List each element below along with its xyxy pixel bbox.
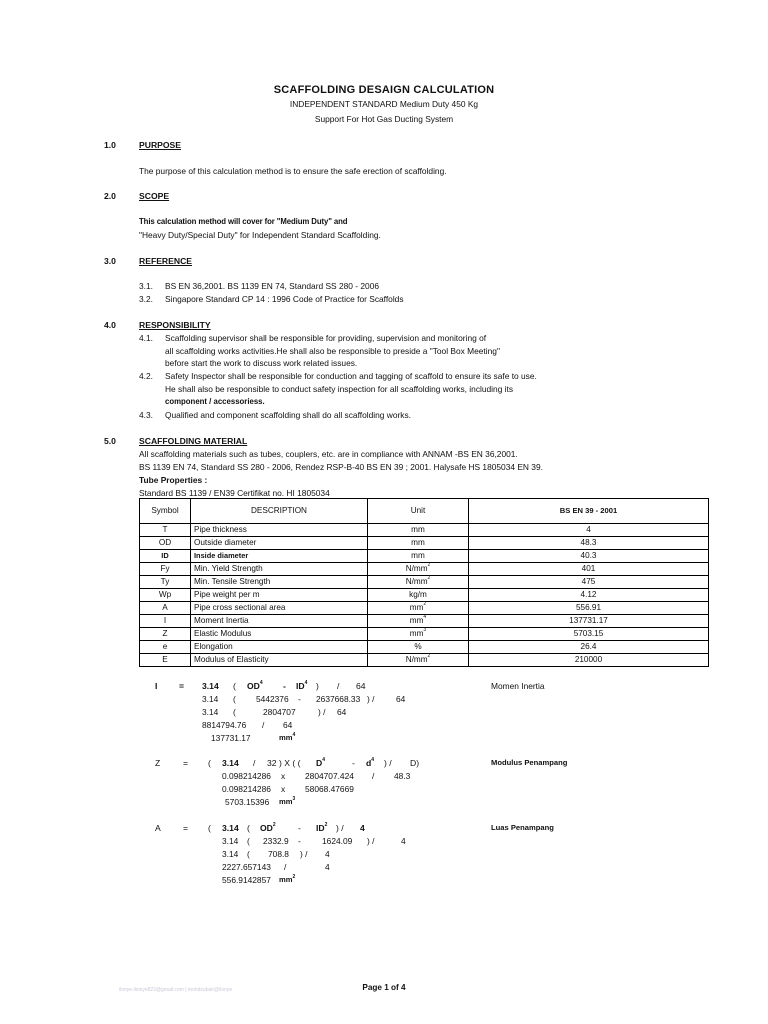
material-text: Standard BS 1139 / EN39 Certifikat no. HI 1805034 xyxy=(139,488,330,498)
table-cell-symbol: OD xyxy=(140,537,191,550)
section-number: 4.0 xyxy=(104,320,116,330)
section-heading-responsibility: RESPONSIBILITY xyxy=(139,320,211,330)
table-header-cell: BS EN 39 - 2001 xyxy=(469,499,709,524)
table-row xyxy=(140,576,709,589)
calc-term: ( xyxy=(233,681,236,691)
table-cell-symbol: ID xyxy=(140,550,191,563)
calc-step: 5442376 xyxy=(256,694,289,704)
calc-step: 3.14 xyxy=(222,836,239,846)
calc-step: x xyxy=(281,784,286,794)
table-cell-description: Inside diameter xyxy=(191,550,368,563)
calc-step: - xyxy=(298,836,301,846)
section-number: 2.0 xyxy=(104,191,116,201)
calc-term: 3.14 xyxy=(202,681,219,691)
section-heading-reference: REFERENCE xyxy=(139,256,193,266)
calc-term: $d^4$ xyxy=(366,757,375,768)
table-cell-description: Pipe weight per m xyxy=(191,589,368,602)
table-cell-unit: $N/mm^2$ xyxy=(368,576,469,589)
calc-step: 2804707.424 xyxy=(305,771,354,781)
table-header-cell: Unit xyxy=(368,499,469,524)
table-row xyxy=(140,641,709,654)
calc-step: ( xyxy=(233,707,236,717)
table-row xyxy=(140,628,709,641)
reference-number: 3.1. xyxy=(139,281,153,291)
table-cell-description: Elastic Modulus xyxy=(191,628,368,641)
table-header-cell: Symbol xyxy=(140,499,191,524)
table-cell-value: 4.12 xyxy=(469,589,709,602)
table-cell-description: Modulus of Elasticity xyxy=(191,654,368,667)
table-cell-description: Pipe cross sectional area xyxy=(191,602,368,615)
calc-step: 4 xyxy=(325,849,330,859)
calc-step: / xyxy=(372,771,375,781)
calc-label: Luas Penampang xyxy=(491,823,554,832)
table-row xyxy=(140,602,709,615)
table-cell-description: Pipe thickness xyxy=(191,524,368,537)
calc-term: - xyxy=(298,823,301,833)
calc-step: 2804707 xyxy=(263,707,296,717)
table-cell-unit: $N/mm^2$ xyxy=(368,563,469,576)
table-cell-value: 40.3 xyxy=(469,550,709,563)
table-cell-unit: kg/m xyxy=(368,589,469,602)
calc-step: ) / xyxy=(318,707,326,717)
tube-properties-table xyxy=(139,498,709,667)
calc-term: $OD^2$ xyxy=(260,822,276,833)
responsibility-text: Qualified and component scaffolding shall do all scaffolding works. xyxy=(165,410,411,420)
table-row xyxy=(140,563,709,576)
table-cell-description: Min. Yield Strength xyxy=(191,563,368,576)
calc-step: ( xyxy=(233,694,236,704)
responsibility-text: Scaffolding supervisor shall be responsible for providing, supervision and monitoring of xyxy=(165,333,487,343)
reference-item: BS EN 36,2001. BS 1139 EN 74, Standard SS 280 - 2006 xyxy=(165,281,380,291)
calc-term: - xyxy=(352,758,355,768)
calc-step: 58068.47669 xyxy=(305,784,354,794)
calc-term: 64 xyxy=(356,681,366,691)
calc-term: D) xyxy=(410,758,420,768)
calc-step: ) / xyxy=(367,836,375,846)
calc-term: 3.14 xyxy=(222,823,239,833)
material-text: BS 1139 EN 74, Standard SS 280 - 2006, Rendez RSP-B-40 BS EN 39 ; 2001. Halysafe HS 1805034 EN 39. xyxy=(139,462,543,472)
table-cell-symbol: I xyxy=(140,615,191,628)
calc-step: 4 xyxy=(325,862,330,872)
calc-step: ) / xyxy=(367,694,375,704)
reference-number: 3.2. xyxy=(139,294,153,304)
table-row xyxy=(140,550,709,563)
table-row xyxy=(140,654,709,667)
table-cell-unit: mm xyxy=(368,550,469,563)
calc-step: ( xyxy=(247,849,250,859)
table-row xyxy=(140,524,709,537)
calc-term: / xyxy=(337,681,340,691)
calc-step: 64 xyxy=(396,694,406,704)
table-cell-symbol: Z xyxy=(140,628,191,641)
section-number: 3.0 xyxy=(104,256,116,266)
calc-term: ( xyxy=(247,823,250,833)
calc-result: 137731.17 xyxy=(211,733,251,743)
table-cell-value: 401 xyxy=(469,563,709,576)
calc-step: / xyxy=(284,862,287,872)
responsibility-text: component / accessoriess. xyxy=(165,397,265,406)
calc-label: Modulus Penampang xyxy=(491,758,568,767)
calc-term: ) xyxy=(316,681,319,691)
table-header-cell: DESCRIPTION xyxy=(191,499,368,524)
calc-result-unit: $mm^3$ xyxy=(279,796,296,806)
table-cell-unit: $mm^4$ xyxy=(368,615,469,628)
calc-step: 1624.09 xyxy=(322,836,353,846)
responsibility-number: 4.2. xyxy=(139,371,153,381)
calc-step: 3.14 xyxy=(222,849,239,859)
section-number: 5.0 xyxy=(104,436,116,446)
calc-result-unit: $mm^2$ xyxy=(279,874,296,884)
calc-step: 0.098214286 xyxy=(222,784,271,794)
calc-step: 4 xyxy=(401,836,406,846)
responsibility-number: 4.1. xyxy=(139,333,153,343)
responsibility-number: 4.3. xyxy=(139,410,153,420)
table-cell-unit: $mm^2$ xyxy=(368,602,469,615)
scope-text-line: This calculation method will cover for "Medium Duty" and xyxy=(139,217,348,226)
calc-step: ) / xyxy=(300,849,308,859)
calc-result: 556.9142857 xyxy=(222,875,271,885)
footer-email-link[interactable]: ilonye.iloniye822@gmail.com | mohdzubair@ilonye xyxy=(119,987,233,993)
calc-term: - xyxy=(283,681,286,691)
table-cell-unit: $mm^3$ xyxy=(368,628,469,641)
calc-step: / xyxy=(262,720,265,730)
table-cell-value: 475 xyxy=(469,576,709,589)
calc-step: 2332.9 xyxy=(263,836,289,846)
table-cell-value: 48.3 xyxy=(469,537,709,550)
table-cell-symbol: Ty xyxy=(140,576,191,589)
table-row xyxy=(140,615,709,628)
table-cell-value: 4 xyxy=(469,524,709,537)
calc-step: 0.098214286 xyxy=(222,771,271,781)
material-text: All scaffolding materials such as tubes, couplers, etc. are in compliance with ANNAM -BS EN 36,2001. xyxy=(139,449,518,459)
section-heading-purpose: PURPOSE xyxy=(139,140,182,150)
calc-term: 3.14 xyxy=(222,758,239,768)
responsibility-text: all scaffolding works activities.He shall also be responsible to preside a "Tool Box Meeting" xyxy=(165,346,500,356)
calc-equals: = xyxy=(179,681,185,691)
table-cell-unit: mm xyxy=(368,537,469,550)
calc-term: ) / xyxy=(384,758,392,768)
calc-term: 4 xyxy=(360,823,365,833)
calc-symbol: A xyxy=(155,823,161,833)
document-subtitle-2: Support For Hot Gas Ducting System xyxy=(314,114,454,124)
calc-step: 708.8 xyxy=(268,849,289,859)
calc-step: 3.14 xyxy=(202,694,219,704)
purpose-text: The purpose of this calculation method is to ensure the safe erection of scaffolding. xyxy=(139,166,447,176)
calc-step: 3.14 xyxy=(202,707,219,717)
calc-equals: = xyxy=(183,823,189,833)
calc-step: 2227.657143 xyxy=(222,862,271,872)
table-cell-symbol: A xyxy=(140,602,191,615)
calc-equals: = xyxy=(183,758,189,768)
table-cell-description: Min. Tensile Strength xyxy=(191,576,368,589)
table-header-row xyxy=(140,499,709,524)
table-cell-value: 5703.15 xyxy=(469,628,709,641)
calc-term: $ID^2$ xyxy=(316,822,328,833)
calc-term: ( xyxy=(208,823,211,833)
table-cell-unit: $N/mm^2$ xyxy=(368,654,469,667)
document-subtitle: INDEPENDENT STANDARD Medium Duty 450 Kg xyxy=(289,99,479,109)
calc-result-unit: $mm^4$ xyxy=(279,732,296,742)
calc-term: $ID^4$ xyxy=(296,680,308,691)
section-heading-scope: SCOPE xyxy=(139,191,170,201)
calc-term: ) / xyxy=(336,823,344,833)
table-cell-symbol: Wp xyxy=(140,589,191,602)
table-cell-value: 137731.17 xyxy=(469,615,709,628)
calc-step: 64 xyxy=(337,707,347,717)
table-cell-value: 26.4 xyxy=(469,641,709,654)
calc-label: Momen Inertia xyxy=(491,681,545,691)
table-cell-symbol: T xyxy=(140,524,191,537)
calc-step: ( xyxy=(247,836,250,846)
calc-symbol: I xyxy=(155,681,158,691)
calc-step: x xyxy=(281,771,286,781)
table-row xyxy=(140,537,709,550)
table-cell-description: Outside diameter xyxy=(191,537,368,550)
responsibility-text: He shall also be responsible to conduct safety inspection for all scaffolding works, including its xyxy=(165,384,514,394)
responsibility-text: before start the work to discuss work related issues. xyxy=(165,358,358,368)
calc-term: $D^4$ xyxy=(316,757,325,768)
tube-properties-label: Tube Properties : xyxy=(139,475,208,485)
calc-step: - xyxy=(298,694,301,704)
table-cell-symbol: E xyxy=(140,654,191,667)
table-cell-symbol: Fy xyxy=(140,563,191,576)
responsibility-text: Safety Inspector shall be responsible for conduction and tagging of scaffold to ensure its safe to use. xyxy=(165,371,537,381)
table-cell-description: Moment Inertia xyxy=(191,615,368,628)
calc-term: / xyxy=(253,758,256,768)
table-cell-symbol: e xyxy=(140,641,191,654)
calc-result: 5703.15396 xyxy=(225,797,270,807)
table-cell-description: Elongation xyxy=(191,641,368,654)
calc-term: ( xyxy=(208,758,211,768)
section-number: 1.0 xyxy=(104,140,116,150)
page-number: Page 1 of 4 xyxy=(362,983,406,992)
table-row xyxy=(140,589,709,602)
document-title: SCAFFOLDING DESAIGN CALCULATION xyxy=(273,84,495,96)
calc-step: 64 xyxy=(283,720,293,730)
table-cell-unit: mm xyxy=(368,524,469,537)
calc-symbol: Z xyxy=(155,758,161,768)
scope-text-line: "Heavy Duty/Special Duty" for Independent Standard Scaffolding. xyxy=(139,230,381,240)
table-cell-unit: % xyxy=(368,641,469,654)
section-heading-material: SCAFFOLDING MATERIAL xyxy=(139,436,248,446)
calc-term: 32 ) X ( ( xyxy=(267,758,301,768)
calc-step: 8814794.76 xyxy=(202,720,247,730)
table-cell-value: 556.91 xyxy=(469,602,709,615)
calc-term: $OD^4$ xyxy=(247,680,263,691)
table-cell-value: 210000 xyxy=(469,654,709,667)
calc-step: 2637668.33 xyxy=(316,694,361,704)
calc-step: 48.3 xyxy=(394,771,411,781)
reference-item: Singapore Standard CP 14 : 1996 Code of Practice for Scaffolds xyxy=(165,294,404,304)
